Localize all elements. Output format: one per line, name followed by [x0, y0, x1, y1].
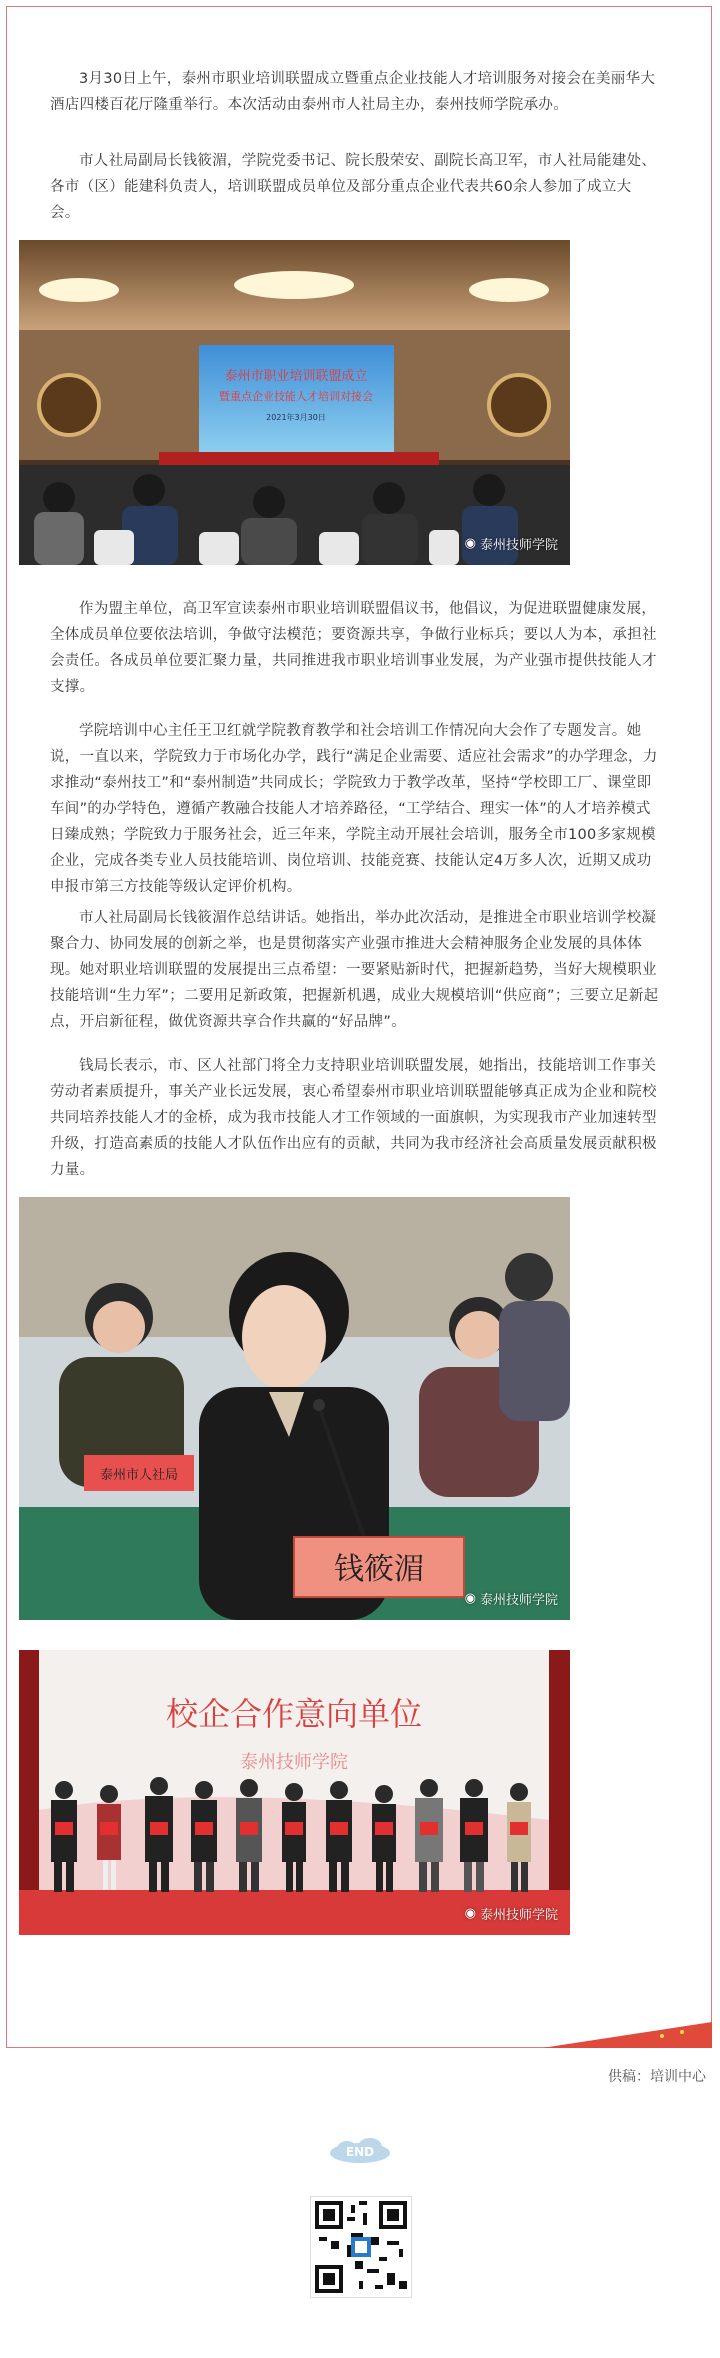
screen-subtitle: 暨重点企业技能人才培训对接会: [219, 390, 373, 403]
watermark-text: 泰州技师学院: [479, 1593, 558, 1608]
screen-title: 泰州市职业培训联盟成立: [224, 369, 368, 384]
wechat-icon: ◉: [464, 1906, 476, 1921]
group-photo: [19, 1650, 570, 1935]
backdrop-subtitle: 泰州技师学院: [240, 1752, 348, 1773]
meeting-hall-photo: [19, 240, 570, 565]
nameplate-text: 钱筱湄: [334, 1552, 424, 1587]
paragraph-6: 钱局长表示，市、区人社部门将全力支持职业培训联盟发展，她指出，技能培训工作事关劳动者素质提升，事关产业长远发展，衷心希望泰州市职业培训联盟能够真正成为企业和院校共同培养技能人才的金桥，成为我市技能人才工作领域的一面旗帜，为实现我市产业加速转型升级，打造高素质的技能人才队伍作出应有的贡献，共同为我市经济社会高质量发展贡献积极力量。: [50, 1058, 657, 1178]
paragraph-3: 作为盟主单位，高卫军宣读泰州市职业培训联盟倡议书，他倡议，为促进联盟健康发展，全体成员单位要依法培训，争做守法模范；要资源共享，争做行业标兵；要以人为本，承担社会责任。各成员单位要汇聚力量，共同推进我市职业培训事业发展，为产业强市提供技能人才支撑。: [50, 601, 657, 695]
watermark-text: 泰州技师学院: [479, 1908, 558, 1923]
source-credit: 供稿：培训中心: [608, 2069, 706, 2085]
paragraph-4: 学院培训中心主任王卫红就学院教育教学和社会培训工作情况向大会作了专题发言。她说，一直以来，学院致力于市场化办学，践行“满足企业需要、适应社会需求”的办学理念，力求推动“泰州技工”和“泰州制造”共同成长；学院致力于教学改革，坚持“学校即工厂、课堂即车间”的办学特色，遵循产教融合技能人才培养路径，“工学结合、理实一体”的人才培养模式日臻成熟；学院致力于服务社会，近三年来，学院主动开展社会培训，服务全市100多家规模企业，完成各类专业人员技能培训、岗位培训、技能竞赛、技能认定4万多人次，近期又成功申报市第三方技能等级认定评价机构。: [50, 723, 658, 895]
watermark: [465, 534, 558, 553]
meeting-hall-illustration: [19, 240, 570, 565]
backdrop-title: 校企合作意向单位: [165, 1695, 423, 1733]
table-card: 泰州市人社局: [99, 1468, 179, 1483]
group-illustration: [19, 1650, 570, 1935]
watermark: [465, 1904, 558, 1923]
paragraph-2: 市人社局副局长钱筱湄，学院党委书记、院长殷荣安、副院长高卫军，市人社局能建处、各市（区）能建科负责人，培训联盟成员单位及部分重点企业代表共60余人参加了成立大会。: [50, 153, 657, 221]
speaker-illustration: [19, 1197, 570, 1620]
red-corner-decoration: [542, 2022, 712, 2048]
paragraph-1: 3月30日上午，泰州市职业培训联盟成立暨重点企业技能人才培训服务对接会在美丽华大酒店四楼百花厅隆重举行。本次活动由泰州市人社局主办，泰州技师学院承办。: [50, 71, 656, 113]
end-label: END: [345, 2145, 375, 2159]
paragraph-5: 市人社局副局长钱筱湄作总结讲话。她指出，举办此次活动，是推进全市职业培训学校凝聚合力、协同发展的创新之举，也是贯彻落实产业强市推进大会精神服务企业发展的具体体现。她对职业培训联盟的发展提出三点希望：一要紧贴新时代，把握新趋势，当好大规模职业技能培训“生力军”；二要用足新政策，把握新机遇，成业大规模培训“供应商”；三要立足新起点，开启新征程，做优资源共享合作共赢的“好品牌”。: [50, 910, 659, 1030]
end-badge: [325, 2136, 395, 2166]
watermark: [465, 1589, 558, 1608]
speaker-photo: [19, 1197, 570, 1620]
qr-code[interactable]: [310, 2196, 412, 2298]
wechat-icon: ◉: [464, 536, 476, 551]
watermark-text: 泰州技师学院: [479, 538, 558, 553]
screen-date: 2021年3月30日: [266, 413, 326, 422]
wechat-icon: ◉: [464, 1591, 476, 1606]
